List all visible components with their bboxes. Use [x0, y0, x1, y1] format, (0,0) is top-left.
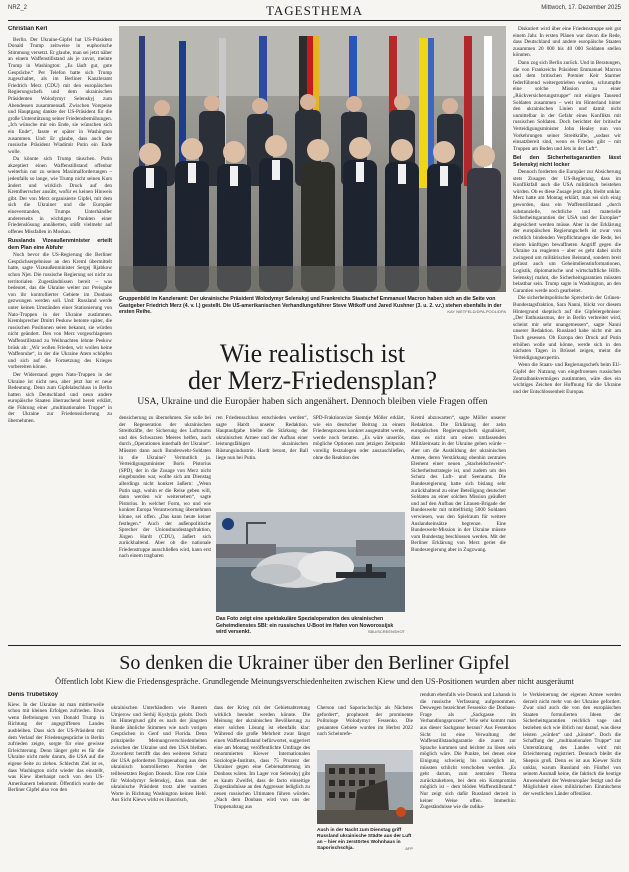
paragraph: Dennoch forderten die Europäer zur Absicherung stets Zusagen der US-Regierung, dass im Konfliktfall auch die USA militärisch beistehen würden. Ob es diese Zusage jetzt gibt, bleibt unklar. Merz hatte am Montag erklärt, man sei sich einig geworden, dass ein Waffenstillstand „durch substanzielle, rechtliche und materielle Sicherheitsgarantien der USA und der Europäer“ abgesichert werden müsse. Aber in der Erklärung der europäischen Regierungschefs ist zwar von rechtlich bindenden Verpflichtungen die Rede, bei einem künftigen bewaffneten Angriff gegen die Ukraine zu reagieren – aber es geht dabei nicht zwingend um militärischen Beistand, sondern breit gefasst auch um Geheimdienstinformationen, Logistik, diplomatische und wirtschaftliche Hilfe. Selenskyj mahnt, die Sicherheitsgarantien müssten belastbar sein. Trump sagte in Washington, an den Garantien werde noch gearbeitet. — [513, 169, 621, 294]
author-byline: Christian Kerl — [8, 26, 48, 32]
second-deck: Öffentlich lobt Kiew die Friedensgespräche. Grundlegende Meinungsverschiedenheiten zwischen Kiew und den US-Positionen wurden aber nicht ausgeräumt — [55, 677, 574, 686]
submarine-photo-image — [216, 512, 405, 612]
paragraph: le Verkleinerung der eigenen Armee werden derzeit nicht mehr von der Ukraine gefordert. Zwar sind auch die von den europäischen Staaten formulierten Ideen der Sicherheitsgarantien reichlich vage und beziehen sich wie üblich nur darauf, was diese leisten „würden“ und „könnte“. Doch die Schaffung der „multinationalen Truppe“ zur Unterstützung des Landes wird mit Erleichterung registriert. Dennoch bleibt die Skepsis groß. Denn es ist aus Kiewer Sicht unklar, warum Russland ein Fünftel von seinem Ausmaß keine, die faktisch die heutige Anwesenheit der Westeuropäer festigt und die Möglichkeit eines militärischen Einmischens der westlichen Länder offenlässt. — [523, 692, 621, 797]
article1-column-c — [313, 415, 405, 507]
article1-right-column — [513, 26, 621, 640]
group-photo — [119, 26, 506, 292]
paragraph: Kreml abzuwarten“, sagte Möller unserer Redaktion. Die Erklärung der zehn europäischen Regierungschefs signalisiert, dass es nicht um einen umfassenden Militäreinsatz in der Ukraine gehen würde – eher um die Ausbildung der ukrainischen Armee, deren Verstärkung obenhin zentrales Element einer neuen „Stacheldschwein“-Sicherheitsstrategie ist, und zudem um den Schutz des Luft- und Seeraums. Die Bundesregierung hatte sich bislang sehr zurückhaltend zu einer Beteiligung deutscher Soldaten an einer solchen Mission geäußert und auf den Aufbau der Litauen-Brigade der Bundeswehr mit mittelfristig 5000 Soldaten verwiesen, was den Spielraum für weitere Auslandseinsätze begrenze. Eine Bundeswehr-Mission in der Ukraine müsste vom Bundestag beschlossen werden. Mit der Berliner Erklärung von Merz geriet die Bundesregierung aber in Zugzwang. — [411, 415, 506, 553]
submarine-photo — [216, 512, 405, 612]
headline-line-1: Wie realistisch ist — [219, 339, 406, 368]
paragraph: Diskutiert wird über eine Friedenstruppe seit gut einem Jahr. In ersten Plänen war davon die Rede, dass Deutschland und andere europäische Staaten zusammen 20 000 bis 40 000 Soldaten stellen könnten. — [513, 26, 621, 59]
paragraph: Da könnte sich Trump täuschen. Putin akzeptiert einen Waffenstillstand offenbar weiterhin nur zu seinen Maximalforderungen – jedenfalls so lange, wie Trump nicht seinen Kurs ändert und wirklich Druck auf den Kremlherrscher ausübt, wofür es keinen Hinweis gibt. Der von Merz organisierte Gipfel, mit dem sich die Ukrainer und die Europäer eineverstanden, Trumps Unterhändler andererseits in wichtigen Punkten einer Friedenslösung annäherten, stößt vielmehr auf offenes Missfallen in Moskau. — [8, 156, 112, 235]
main-headline — [119, 340, 506, 394]
caption-text: Gruppenbild im Kanzleramt: Der ukrainische Präsident Wolodymyr Selenskyj und Frankreichs Staatschef Emmanuel Macron haben sich an die Seite von Gastgeber Friedrich Merz (4. v. l.) gestellt. Die US-amerikanischen Verhandlungsführer Steve Witkoff und Jared Kushner (3. u. 2. v.r.) stehen ebenfalls in der ersten Reihe. — [119, 296, 502, 315]
article2-column-6 — [523, 692, 621, 870]
page-number: NRZ_2 — [8, 5, 28, 11]
article2-column-2 — [111, 705, 207, 870]
article1-column-d — [411, 415, 506, 640]
paragraph: densicherung zu übernehmen. Sie solle bei der Regeneration der ukrainischen Streitkräfte, der Sicherung des Luftraums und des Schwarzen Meeres helfen, auch durch „Operationen innerhalb der Ukraine“. Müssten dann auch Bundeswehr-Soldaten in die Ukraine? Vermutlich ja. Verteidigungsminister Boris Pistorius (SPD), der in die Zusage von Merz nicht eingebunden war, wollte sich am Dienstag allerdings nicht konkret äußern: „Wenn Putin sagt, wohin er die Reise geben will, dann werden wir weitersehen“, sagte Pistorius. In welcher Form, wo und wie konkret Europa Verantwortung übernehmen könne, sei offen. „Das kann heute keiner festlegen.“ Auch der außenpolitische Sprecher der Unionsbundestagsfraktion, Jürgen Hardt (CDU), äußert sich zurückhaltend. Aber ob die nationale Friedenstruppe ausschließen wird, kann erst nach einem tragbaren — [119, 415, 211, 560]
article1-left-column — [8, 26, 112, 638]
photo-caption — [119, 296, 506, 316]
paragraph: rendum ebenfalls wie Donezk und Luhansk in die russische Verfassung aufgenommen. Deswegen bezeichnet Fessenko die Donbass-Frage als „Sackgasse im Verhandlungsprozess“. Wie sehr kommt man aus dieser Sackgasse heraus? Aus Fessenkos Sicht ist eine Verwaltung der Waffenstillstandsgarantie die zuerst zur Sprache kommen und leichter zu lösen sein möglich wäre. Die Punkte, bei denen eine Einigung schwierig bis unmöglich ist, müssten schlicht verschoben werden. „Es geht darum, zum zentralen Thema zurückzukehren, bei dem ein Kompromiss möglich ist – dem blöden Waffenstillstand.“ Nur zeigt sich dafür Russland derzeit in keiner Weise offen. Immerhin: Zugeständnisse wie die radika- — [420, 692, 516, 811]
paragraph: Der Widerstand gegen Nato-Truppen in der Ukraine ist nicht neu, aber jetzt hat er neue Bedeutung. Denn zum Gipfelabschluss in Berlin hatten sich Deutschland und neun andere europäische Staaten überraschend bereit erklärt, die Führung einer „multinationalen Truppe“ in der Ukraine zur Friedenssicherung zu übernehmen. — [8, 371, 112, 425]
article2-column-1 — [8, 692, 104, 870]
paragraph: ren Friedensschluss entschieden werden“, sagte Hardt unserer Redaktion. Hauptaufgabe bleibe die Stärkung der ukrainischen Armee und der Aufbau einer leistungsfähigen ukrainischen Rüstungsindustrie. Hardt betont, der Ball liege nun bei Putin. — [216, 415, 308, 461]
destroyed-building-photo — [317, 750, 413, 824]
issue-date: Mittwoch, 17. Dezember 2025 — [541, 5, 621, 11]
second-headline: So denken die Ukrainer über den Berliner Gipfel — [119, 652, 510, 674]
photo-credit: AFP — [405, 846, 413, 851]
paragraph: Die sicherheitspolitische Sprecherin der Grünen-Bundestagsfraktion, Sara Nanni, blickt vor diesem Hintergrund skeptisch auf die Gipfelergebnisse: „Der Enthusiasmus, der in Berlin verbreitet wird, scheint mir sehr unangemessen“, sagte Nanni unserer Redaktion. Russland habe nicht mit am Tisch gesessen. Ob Europa den Druck auf Putin erhöhen wolle und könne, werde sich in den nächsten Tagen in Brüssel zeigen, meint die Verteidigungsexpertin. — [513, 295, 621, 361]
article-divider — [8, 645, 621, 646]
section-title: TAGESTHEMA — [265, 3, 364, 18]
building-caption — [317, 828, 413, 852]
paragraph: dass der Krieg mit der Gebietsabtretung wirklich beendet werden könnte. Die Meinung der ukrainischen Bevölkerung zu einer solchen Lösung ist ebenfalls klar: Während die große Mehrheit zwar längst einen Waffenstillstand befürwortet, suggeriert eine am Montag veröffentlichte Umfrage des renommierten Kiewer Internationalen Soziologie-Instituts, dass 75 Prozent der Ukrainer gegen eine Gebietsabtretung im Donbass wären. Im Lager von Selenskyj gibt es kaum Zweifel, dass de facto einseitige Zugeständnisse an den Aggressor lediglich zu neuen russischen Ultimaten führen würden. „Nach dem Donbass wird von uns der Truppenabzug aus — [214, 705, 310, 810]
caption-text: Das Foto zeigt eine spektakuläre Spezialoperation des ukrainischen Geheimdienstes SBI: ein russisches U-Boot im Hafen von Noworossijsk wird versenkt. — [216, 616, 394, 635]
headline-line-2: der Merz-Friedensplan? — [187, 366, 438, 395]
article1-column-b — [216, 415, 308, 507]
subheading: Russlands Vizeaußenminister erteilt dem Plan eine Abfuhr — [8, 238, 112, 251]
paragraph: Noch bevor die US-Regierung die Berliner Gesprächsergebnisse an den Kreml übermittelt hatte, sagte Vizeaußenminister Sergej Rjabkow schon Njet. Die russische Regierung sei nicht zu territorialen Zugeständnissen bereit – was bedeutet, das die Ukraine weiter zur Preisgabe von ihr kontrollierter Gebiete im Donbass gezwungen werden soll. Und: Russland werde unter keinen Umständen einer Stationierung von Nato-Truppen in der Ukraine zustimmen. Kremlsprecher Dmitri Peskow betonte später, die russischen Positionen seien bekannt, sie würden nicht geändert. Den von Merz vorgeschlagenen Waffenstillstand zu Weihnachten lehnte Peskow brüsk ab: „Wir wollen Frieden, wir wollen keine Waffenruhe“, in der die Ukraine Atem schöpfen und sich auf die Fortsetzung des Krieges vorbereiten könne. — [8, 252, 112, 371]
subheading: Bei den Sicherheitsgarantien lässt Selenskyj nicht locker — [513, 155, 621, 168]
article1-column-a — [119, 415, 211, 640]
caption-text: Auch in der Nacht zum Dienstag griff Russland ukrainische Städte aus der Luft an – hier ein zerstörtes Wohnhaus in Saporischschja. — [317, 828, 412, 851]
article2-column-5 — [420, 692, 516, 870]
headline-deck: USA, Ukraine und die Europäer haben sich angenähert. Dennoch bleiben viele Fragen offen — [137, 397, 488, 407]
photo-credit: SBU/SCREENSHOT — [367, 629, 405, 634]
submarine-caption — [216, 616, 405, 636]
destroyed-building-image — [317, 750, 413, 824]
article2-column-3 — [214, 705, 310, 870]
paragraph: SPD-Fraktionsvize Siemtje Möller erklärt, wie ein deutscher Beitrag zu einem Friedensprozess konkret ausgestaltet werde, werde noch beraten. „Es wäre unseriös, mögliche Optionen zum jetzigen Zeitpunkt voreilig festzulegen oder auszuschließen, ohne die Reaktion des — [313, 415, 405, 461]
paragraph: ukrainischen Unterhändlern wie Rustem Umjerow und Serhij Kyslyzja gelobt. Doch im Hintergrund gibt es nach der jüngsten Runde ähnliche Stimmen wie nach vorigen Gesprächen in Genf und Florida. Denn prinzipielle Meinungsverschiedenheiten zwischen der Ukraine und den USA bleiben. Zuvorderst betrifft das den weiteren Schutz der USA geforderten Truppenabzug aus dem ukrainisch kontrollierten Norden der teilbesetzten Region Donezk. Eine rote Linie für Wolodymyr Selenskyj, dass man der ukrainische Präsident trotz aller warmen Worte in Richtung Washington keinen Hehl. Aus Sicht Kiews wirkt es illusorisch, — [111, 705, 207, 804]
paragraph: Cherson und Saporischschja als Nächstes gefordert“, prophezeit der prominente Politologe Wolodymyr Fessenko. Die genannten Gebiete wurden im Herbst 2022 nach Scheinrefe- — [317, 705, 413, 738]
paragraph: Wenn die Staats- und Regierungschefs beim EU-Gipfel der Nutzung von eingefrorenen russischen Zentralbankvermögen zustimmten, wäre dies ein wichtiges Zeichen der Hoffnung für die Ukraine und der Entschlossenheit Europas. — [513, 362, 621, 395]
article2-column-4 — [317, 705, 413, 747]
author-byline: Denis Trubetskoy — [8, 692, 59, 698]
paragraph: Dann zog sich Berlin zurück. Und in Beratungen, die von Frankreichs Präsident Emmanuel Macron und dem britischen Premier Keir Starmer federführend weitergetrieben wurden, schrumpfte eine solche Mission zu einer „Rückversicherungstruppe“ mit einigen Tausend Soldaten zusammen – weit im Hinterland hinter den ukrainischen Linien und damit nicht unmittelbar in der Gefahr eines Konflikts mit russischen Soldaten. Doch berichtet der britische Verteidigungsminister John Healey nun von Vorkehrungen seiner Streitkräfte, „sodass wir einsatzbereit sind, wenn es Frieden gibt – mit Truppen am Boden und Jets in der Luft“. — [513, 59, 621, 152]
header-rule — [8, 20, 621, 21]
photo-credit: KAY NIETFELD/DPA-POOL/DPA — [447, 309, 506, 314]
paragraph: Kiew. In der Ukraine ist man mittlerweile schon mit kleinen Erfolgen zufrieden. Etwa wenn Befreiungen von Donald Trump in Richtung der angegriffenen Landes ausbleiben. Dass sich der US-Präsident mit dem Verlauf der Friedensgespräche in Berlin zufrieden zeigte, sorgte für eine gewisse Erleichterung. Denn länger geht es für die Ukraine nicht mehr darum, die USA auf die eigene Seite zu ziehen. Schlechts Ziel ist es, dass Washington nicht wieder das einstellt, was Kiew überhaupt noch von den US-Amerikanern bekommt. Öffentlich wurde der Berliner Gipfel also von den — [8, 701, 104, 794]
paragraph: Berlin. Der Ukraine-Gipfel hat US-Präsident Donald Trump zeitweise in euphorische Stimmung versetzt. Er glaube, man sei jetzt näher an einem Waffenstillstand als je zuvor, meinte Trump in Washington: „Es läuft gut, gute Gespräche.“ Per Telefon hatte sich Trump zugeschaltet, als im Berliner Kanzleramt Friedrich Merz (CDU) mit den europäischen Regierungschefs und dem ukrainischen Präsidenten Wolodymyr Selenskyj zum Abendessen zusammensaß. Zwischen Vorspeise und Hauptgang dankte der US-Präsident für die große Unterstützung seiner Friedensbemühungen. „Ich wünsche mir ein Ende, sie wünschen sich ein Ende“, fasste er später in Washington zusammen. Und: Er glaube, dass auch der russische Präsident Wladimir Putin ein Ende wolle. — [8, 36, 112, 155]
group-photo-image — [119, 26, 506, 292]
